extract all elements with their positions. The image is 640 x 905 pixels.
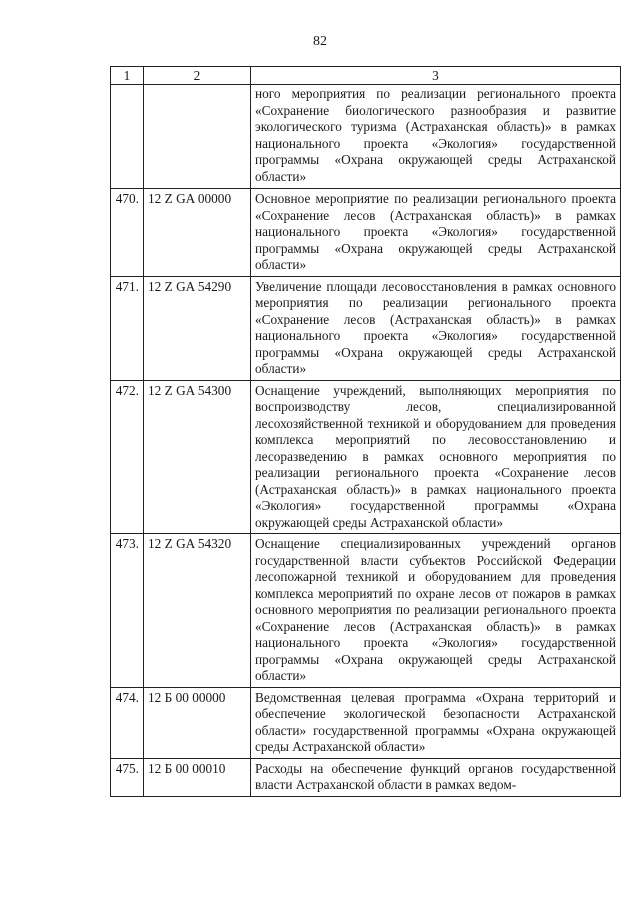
row-description: Расходы на обеспечение функций органов государственной власти Астраханской области в рамках ведом- [251, 758, 621, 796]
column-header-number: 1 [111, 67, 144, 85]
table-row [111, 276, 621, 380]
table-row [111, 85, 621, 189]
table-row [111, 687, 621, 758]
row-code: 12 Б 00 00010 [144, 758, 251, 796]
row-code: 12 Б 00 00000 [144, 687, 251, 758]
table-row [111, 758, 621, 796]
column-header-code: 2 [144, 67, 251, 85]
row-description: Основное мероприятие по реализации регионального проекта «Сохранение лесов (Астраханская область)» в рамках национального проекта «Экология» государственной программы «Охрана окружающей среды Астраханской области» [251, 189, 621, 277]
row-code: 12 Z GA 54290 [144, 276, 251, 380]
row-description: Увеличение площади лесовосстановления в рамках основного мероприятия по реализации регионального проекта «Сохранение лесов (Астраханская область)» в рамках национального проекта «Экология» государственной программы «Охрана окружающей среды Астраханской области» [251, 276, 621, 380]
budget-classification-table [110, 66, 621, 797]
row-code: 12 Z GA 54320 [144, 534, 251, 688]
row-number: 475. [111, 758, 144, 796]
row-number: 470. [111, 189, 144, 277]
row-code [144, 85, 251, 189]
row-description: ного мероприятия по реализации регионального проекта «Сохранение биологического разнообразия и развитие экологического туризма (Астраханская область)» в рамках национального проекта «Экология» государственной программы «Охрана окружающей среды Астраханской области» [251, 85, 621, 189]
row-description: Оснащение учреждений, выполняющих мероприятия по воспроизводству лесов, специализированной лесохозяйственной техникой и оборудованием для проведения комплекса мероприятий по лесовосстановлению и лесоразведению в рамках основного мероприятия по реализации регионального проекта «Сохранение лесов (Астраханская область)» в рамках национального проекта «Экология» государственной программы «Охрана окружающей среды Астраханской области» [251, 380, 621, 534]
row-number: 472. [111, 380, 144, 534]
row-number [111, 85, 144, 189]
row-code: 12 Z GA 54300 [144, 380, 251, 534]
table-header-row [111, 67, 621, 85]
table-row [111, 189, 621, 277]
table-row [111, 534, 621, 688]
row-description: Ведомственная целевая программа «Охрана территорий и обеспечение экологической безопасности Астраханской области» государственной программы «Охрана окружающей среды Астраханской области» [251, 687, 621, 758]
row-description: Оснащение специализированных учреждений органов государственной власти субъектов Российской Федерации лесопожарной техникой и оборудованием для проведения комплекса мероприятий по охране лесов от пожаров в рамках основного мероприятия по реализации регионального проекта «Сохранение лесов (Астраханская область)» в рамках национального проекта «Экология» государственной программы «Охрана окружающей среды Астраханской области» [251, 534, 621, 688]
row-code: 12 Z GA 00000 [144, 189, 251, 277]
table-row [111, 380, 621, 534]
row-number: 473. [111, 534, 144, 688]
page-number: 82 [313, 34, 327, 49]
row-number: 471. [111, 276, 144, 380]
row-number: 474. [111, 687, 144, 758]
column-header-description: 3 [251, 67, 621, 85]
